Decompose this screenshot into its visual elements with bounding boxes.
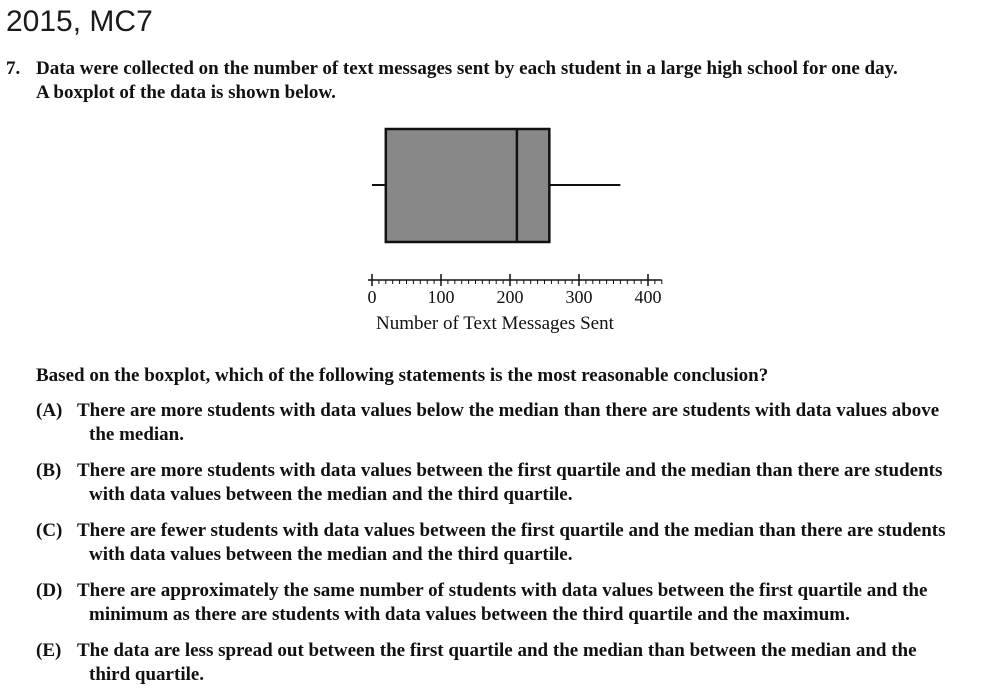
question-stem-line-1: Data were collected on the number of text messages sent by each student in a large high school for one day. [36, 58, 898, 79]
x-tick-label-300: 300 [565, 287, 593, 307]
boxplot-figure [350, 118, 680, 310]
x-tick-label-100: 100 [427, 287, 455, 307]
choice-c-letter[interactable]: (C) [36, 520, 63, 541]
choice-e-text-line-2[interactable]: third quartile. [89, 664, 205, 685]
choice-e-text-line-1[interactable]: The data are less spread out between the first quartile and the median than between the median and the [77, 640, 917, 661]
iqr-box [386, 129, 550, 242]
choice-b-letter[interactable]: (B) [36, 460, 62, 481]
choice-c-text-line-2[interactable]: with data values between the median and the third quartile. [89, 544, 573, 565]
choice-a-letter[interactable]: (A) [36, 400, 63, 421]
question-prompt: Based on the boxplot, which of the following statements is the most reasonable conclusion? [36, 365, 769, 386]
choice-b-text-line-2[interactable]: with data values between the median and the third quartile. [89, 484, 573, 505]
choice-d-text-line-1[interactable]: There are approximately the same number of students with data values between the first quartile and the [77, 580, 928, 601]
question-stem-line-2: A boxplot of the data is shown below. [36, 82, 336, 103]
choice-c-text-line-1[interactable]: There are fewer students with data values between the first quartile and the median than there are students [77, 520, 946, 541]
choice-a-text-line-1[interactable]: There are more students with data values below the median than there are students with data values above [77, 400, 940, 421]
choice-a-text-line-2[interactable]: the median. [89, 424, 184, 445]
x-tick-label-400: 400 [634, 287, 662, 307]
choice-e-letter[interactable]: (E) [36, 640, 62, 661]
choice-d-letter[interactable]: (D) [36, 580, 63, 601]
x-tick-label-0: 0 [367, 287, 377, 307]
choice-d-text-line-2[interactable]: minimum as there are students with data values between the third quartile and the maximum. [89, 604, 850, 625]
axis-title: Number of Text Messages Sent [376, 313, 614, 334]
choice-b-text-line-1[interactable]: There are more students with data values between the first quartile and the median than there are students [77, 460, 943, 481]
page-header-title: 2015, MC7 [6, 5, 153, 38]
x-tick-label-200: 200 [496, 287, 524, 307]
question-number: 7. [6, 58, 21, 79]
